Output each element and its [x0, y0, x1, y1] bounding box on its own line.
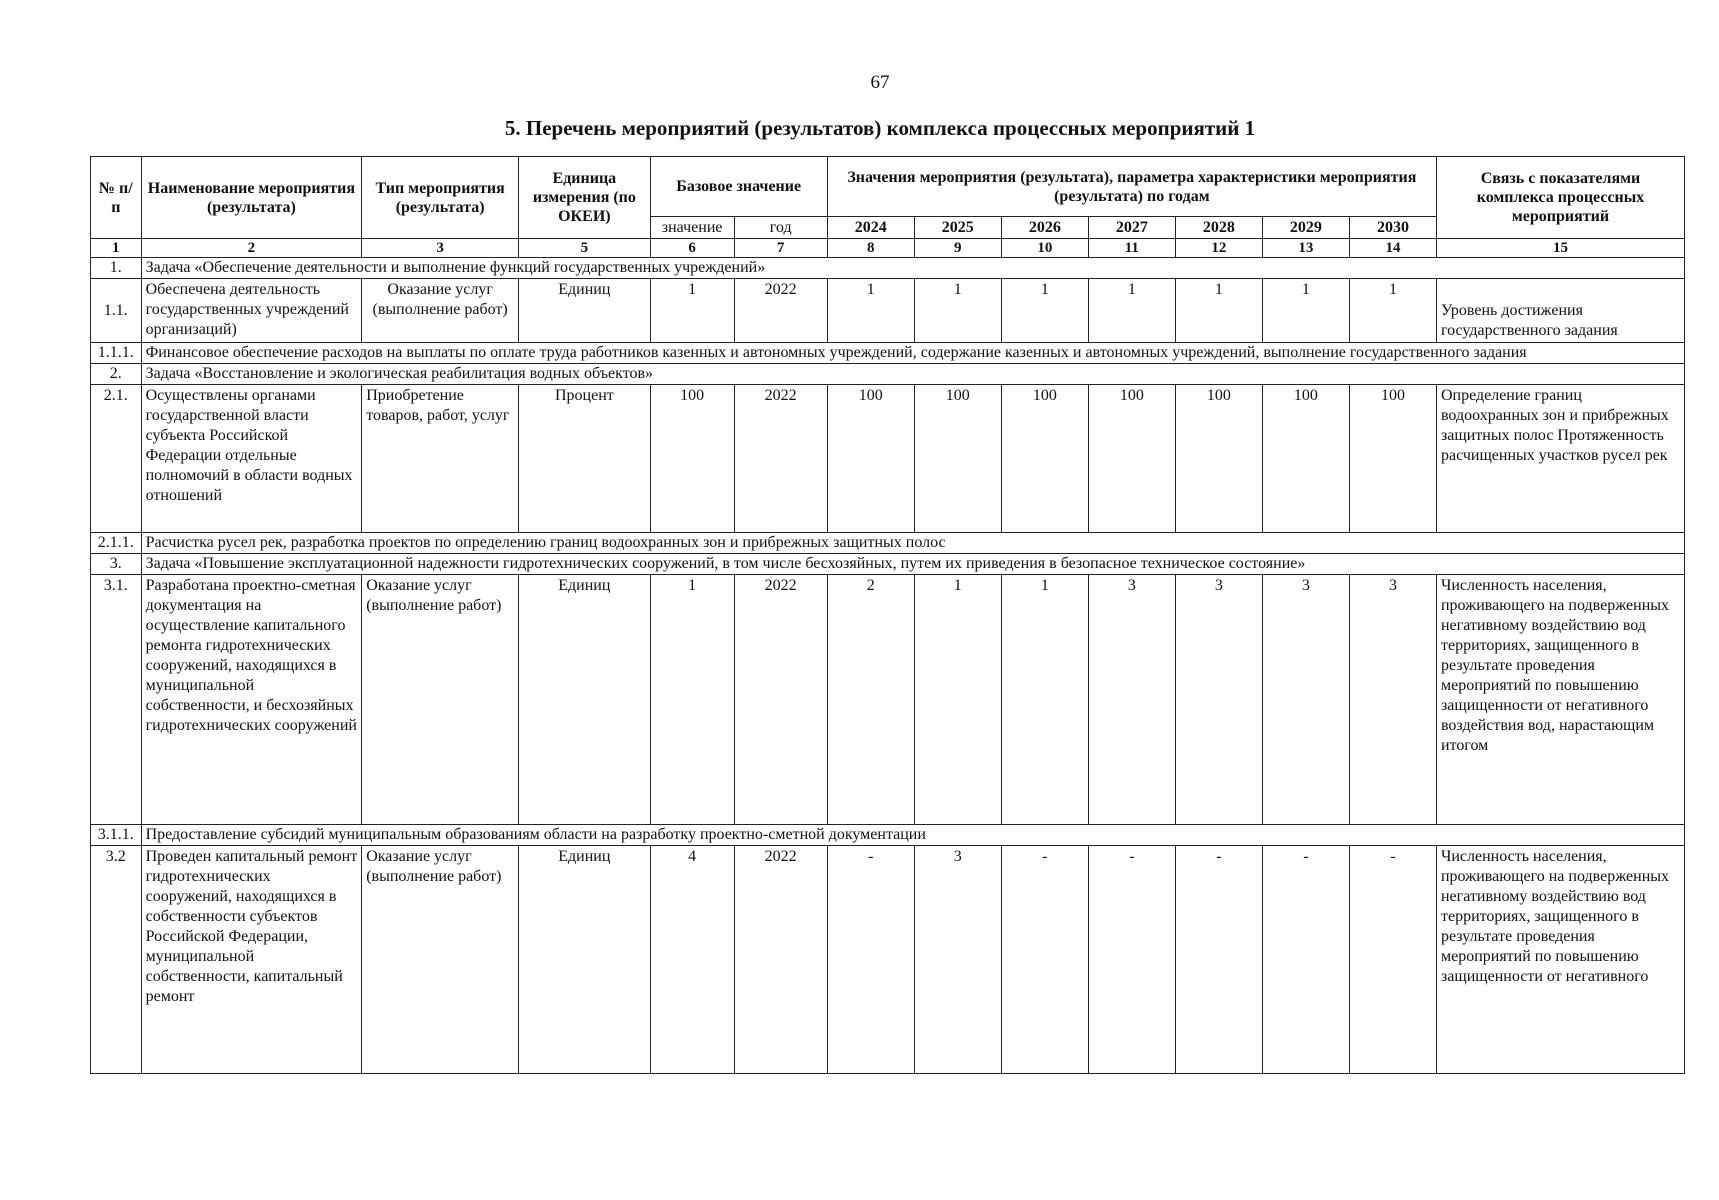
row-name: Обеспечена деятельность государственных учреждений организаций)	[141, 279, 362, 343]
task-row	[91, 258, 1685, 279]
col-number: 3	[362, 239, 519, 258]
col-number: 7	[734, 239, 827, 258]
col-number: 8	[827, 239, 914, 258]
header-base-year: год	[734, 217, 827, 239]
table-row	[91, 279, 1685, 343]
row-value: 100	[1088, 385, 1175, 533]
header-year: 2029	[1262, 217, 1349, 239]
col-number: 10	[1001, 239, 1088, 258]
page-number: 67	[870, 72, 890, 93]
subtask-text: Расчистка русел рек, разработка проектов по определению границ водоохранных зон и прибрежных защитных полос	[141, 533, 1684, 554]
row-name: Разработана проектно-сметная документация на осуществление капитального ремонта гидротехнических сооружений, находящихся в муниципальной собственности, и бесхозяйных гидротехнических сооружений	[141, 575, 362, 825]
row-value: 1	[1088, 279, 1175, 343]
row-base-year: 2022	[734, 575, 827, 825]
row-value: -	[1175, 846, 1262, 1074]
row-base-value: 4	[650, 846, 734, 1074]
row-value: 1	[1001, 279, 1088, 343]
row-index: 1.1.1.	[91, 343, 142, 364]
row-unit: Единиц	[519, 575, 651, 825]
row-base-year: 2022	[734, 279, 827, 343]
row-link: Определение границ водоохранных зон и прибрежных защитных полос Протяженность расчищенных участков русел рек	[1436, 385, 1684, 533]
row-value: 3	[914, 846, 1001, 1074]
row-index: 3.1.	[91, 575, 142, 825]
row-value: -	[1262, 846, 1349, 1074]
row-value: 3	[1262, 575, 1349, 825]
row-index: 2.1.	[91, 385, 142, 533]
row-type: Приобретение товаров, работ, услуг	[362, 385, 519, 533]
header-base: Базовое значение	[650, 157, 827, 217]
subtask-text: Финансовое обеспечение расходов на выплаты по оплате труда работников казенных и автономных учреждений, содержание казенных и автономных учреждений, выполнение государственного задания	[141, 343, 1684, 364]
row-link: Численность населения, проживающего на подверженных негативному воздействию вод территориях, защищенного в результате проведения мероприятий по повышению защищенности от негативного	[1436, 846, 1684, 1074]
row-index: 3.2	[91, 846, 142, 1074]
task-text: Задача «Повышение эксплуатационной надежности гидротехнических сооружений, в том числе бесхозяйных, путем их приведения в безопасное техническое состояние»	[141, 554, 1684, 575]
row-value: 3	[1349, 575, 1436, 825]
row-unit: Единиц	[519, 279, 651, 343]
header-year: 2027	[1088, 217, 1175, 239]
col-number: 5	[519, 239, 651, 258]
row-value: 1	[914, 279, 1001, 343]
row-link: Численность населения, проживающего на подверженных негативному воздействию вод территориях, защищенного в результате проведения мероприятий по повышению защищенности от негативного воздействия вод, нарастающим итогом	[1436, 575, 1684, 825]
row-index: 3.1.1.	[91, 825, 142, 846]
row-name: Осуществлены органами государственной власти субъекта Российской Федерации отдельные полномочий в области водных отношений	[141, 385, 362, 533]
header-unit: Единица измерения (по ОКЕИ)	[519, 157, 651, 239]
row-index: 1.1.	[91, 279, 142, 343]
col-number: 1	[91, 239, 142, 258]
row-index: 3.	[91, 554, 142, 575]
row-base-year: 2022	[734, 385, 827, 533]
header-year: 2026	[1001, 217, 1088, 239]
header-num: № п/п	[91, 157, 142, 239]
col-number: 13	[1262, 239, 1349, 258]
row-value: 1	[1262, 279, 1349, 343]
row-value: 100	[1001, 385, 1088, 533]
column-numbers-row	[91, 239, 1685, 258]
row-value: 1	[1175, 279, 1262, 343]
col-number: 11	[1088, 239, 1175, 258]
row-value: 100	[827, 385, 914, 533]
header-base-value: значение	[650, 217, 734, 239]
col-number: 14	[1349, 239, 1436, 258]
measures-table	[90, 156, 1685, 1074]
row-unit: Процент	[519, 385, 651, 533]
col-number: 12	[1175, 239, 1262, 258]
header-year: 2025	[914, 217, 1001, 239]
row-value: 1	[1001, 575, 1088, 825]
header-year: 2030	[1349, 217, 1436, 239]
subtask-row	[91, 343, 1685, 364]
row-value: 100	[1349, 385, 1436, 533]
row-type: Оказание услуг (выполнение работ)	[362, 279, 519, 343]
col-number: 15	[1436, 239, 1684, 258]
row-base-value: 1	[650, 279, 734, 343]
row-value: 100	[1175, 385, 1262, 533]
header-type: Тип мероприятия (результата)	[362, 157, 519, 239]
row-value: -	[1088, 846, 1175, 1074]
row-base-value: 1	[650, 575, 734, 825]
row-value: 100	[1262, 385, 1349, 533]
row-value: 100	[914, 385, 1001, 533]
row-type: Оказание услуг (выполнение работ)	[362, 575, 519, 825]
row-value: 3	[1175, 575, 1262, 825]
header-link: Связь с показателями комплекса процессных мероприятий	[1436, 157, 1684, 239]
row-value: 1	[1349, 279, 1436, 343]
row-type: Оказание услуг (выполнение работ)	[362, 846, 519, 1074]
table-row	[91, 575, 1685, 825]
subtask-row	[91, 533, 1685, 554]
header-name: Наименование мероприятия (результата)	[141, 157, 362, 239]
task-row	[91, 554, 1685, 575]
col-number: 6	[650, 239, 734, 258]
row-value: 2	[827, 575, 914, 825]
row-value: -	[827, 846, 914, 1074]
task-row	[91, 364, 1685, 385]
row-name: Проведен капитальный ремонт гидротехнических сооружений, находящихся в собственности субъектов Российской Федерации, муниципальной собственности, капитальный ремонт	[141, 846, 362, 1074]
page-title: 5. Перечень мероприятий (результатов) комплекса процессных мероприятий 1	[504, 116, 1256, 140]
header-year: 2024	[827, 217, 914, 239]
row-base-year: 2022	[734, 846, 827, 1074]
table-row	[91, 846, 1685, 1074]
row-index: 1.	[91, 258, 142, 279]
subtask-text: Предоставление субсидий муниципальным образованиям области на разработку проектно-сметной документации	[141, 825, 1684, 846]
subtask-row	[91, 825, 1685, 846]
header-values: Значения мероприятия (результата), параметра характеристики мероприятия (результата) по годам	[827, 157, 1436, 217]
row-base-value: 100	[650, 385, 734, 533]
row-value: 3	[1088, 575, 1175, 825]
col-number: 9	[914, 239, 1001, 258]
task-text: Задача «Обеспечение деятельности и выполнение функций государственных учреждений»	[141, 258, 1684, 279]
table-row	[91, 385, 1685, 533]
row-unit: Единиц	[519, 846, 651, 1074]
row-value: -	[1349, 846, 1436, 1074]
row-link: Уровень достижения государственного задания	[1436, 279, 1684, 343]
header-year: 2028	[1175, 217, 1262, 239]
row-index: 2.	[91, 364, 142, 385]
row-value: 1	[914, 575, 1001, 825]
row-index: 2.1.1.	[91, 533, 142, 554]
row-value: 1	[827, 279, 914, 343]
task-text: Задача «Восстановление и экологическая реабилитация водных объектов»	[141, 364, 1684, 385]
col-number: 2	[141, 239, 362, 258]
row-value: -	[1001, 846, 1088, 1074]
